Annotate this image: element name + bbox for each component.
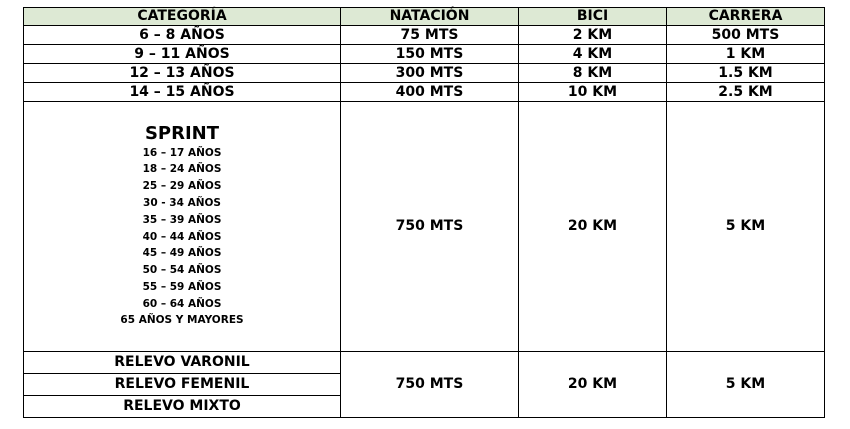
categoria-cell: 9 – 11 AÑOS: [24, 45, 341, 64]
sprint-age-group: 60 – 64 AÑOS: [142, 297, 222, 310]
relay-categoria-cell: RELEVO MIXTO: [24, 396, 341, 418]
header-natacion: NATACIÓN: [341, 8, 519, 26]
carrera-cell: 1 KM: [667, 45, 825, 64]
carrera-cell: 500 MTS: [667, 26, 825, 45]
sprint-age-list: [24, 145, 340, 330]
sprint-age-group: 25 – 29 AÑOS: [142, 180, 222, 193]
bici-cell: 2 KM: [519, 26, 667, 45]
sprint-age-group: 40 – 44 AÑOS: [142, 230, 222, 243]
natacion-cell: 150 MTS: [341, 45, 519, 64]
relay-bici-cell: 20 KM: [519, 352, 667, 418]
natacion-cell: 400 MTS: [341, 83, 519, 102]
sprint-age-group: 18 – 24 AÑOS: [142, 163, 222, 176]
relay-categoria-cell: RELEVO FEMENIL: [24, 374, 341, 396]
sprint-age-group: 65 AÑOS Y MAYORES: [120, 314, 244, 327]
table-row: [24, 83, 825, 102]
sprint-carrera-cell: 5 KM: [667, 102, 825, 352]
carrera-cell: 2.5 KM: [667, 83, 825, 102]
sprint-age-group: 45 – 49 AÑOS: [142, 247, 222, 260]
categoria-cell: 14 – 15 AÑOS: [24, 83, 341, 102]
table-row: [24, 45, 825, 64]
table-row: [24, 64, 825, 83]
sprint-age-group: 50 – 54 AÑOS: [142, 264, 222, 277]
sprint-categoria-cell: [24, 102, 341, 352]
header-bici: BICI: [519, 8, 667, 26]
relay-categoria-cell: RELEVO VARONIL: [24, 352, 341, 374]
categoria-cell: 12 – 13 AÑOS: [24, 64, 341, 83]
sprint-title: SPRINT: [144, 122, 220, 144]
bici-cell: 10 KM: [519, 83, 667, 102]
header-row: [24, 8, 825, 26]
natacion-cell: 75 MTS: [341, 26, 519, 45]
sprint-age-group: 30 - 34 AÑOS: [143, 196, 221, 209]
natacion-cell: 300 MTS: [341, 64, 519, 83]
relay-row: [24, 352, 825, 374]
distances-table: [23, 7, 825, 418]
bici-cell: 4 KM: [519, 45, 667, 64]
header-carrera: CARRERA: [667, 8, 825, 26]
relay-natacion-cell: 750 MTS: [341, 352, 519, 418]
sprint-age-group: 35 – 39 AÑOS: [142, 213, 222, 226]
sprint-bici-cell: 20 KM: [519, 102, 667, 352]
header-categoria: CATEGORÍA: [24, 8, 341, 26]
sprint-row: [24, 102, 825, 352]
sprint-natacion-cell: 750 MTS: [341, 102, 519, 352]
sprint-age-group: 16 – 17 AÑOS: [142, 146, 222, 159]
bici-cell: 8 KM: [519, 64, 667, 83]
carrera-cell: 1.5 KM: [667, 64, 825, 83]
table-row: [24, 26, 825, 45]
sprint-age-group: 55 – 59 AÑOS: [142, 280, 222, 293]
relay-carrera-cell: 5 KM: [667, 352, 825, 418]
categoria-cell: 6 – 8 AÑOS: [24, 26, 341, 45]
